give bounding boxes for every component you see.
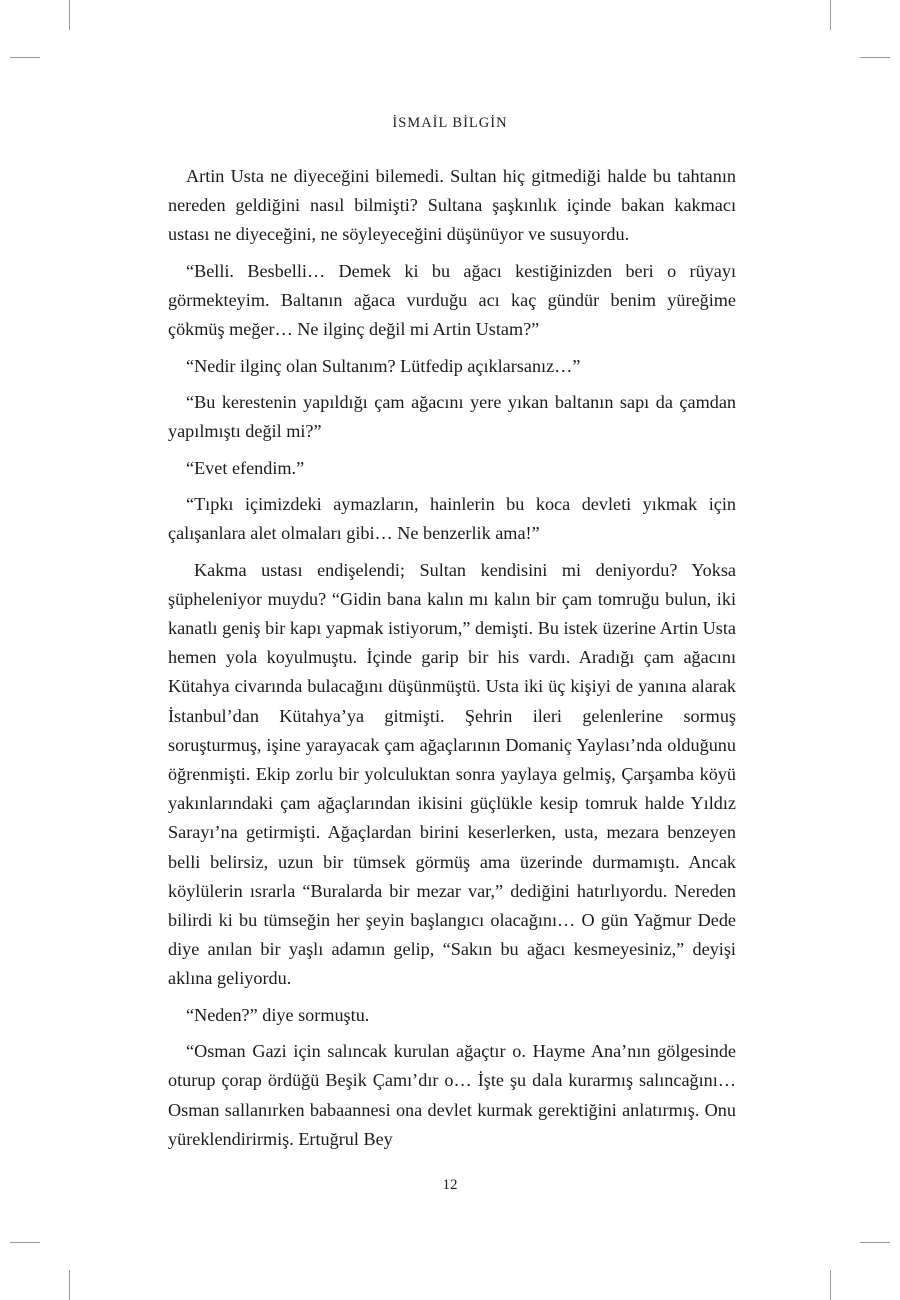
paragraph: “Osman Gazi için salıncak kurulan ağaçtır o. Hayme Ana’nın gölgesinde oturup çorap ördüğü Beşik Çamı’dır o… İşte şu dala kurarmış salıncağını… Osman sallanırken babaannesi ona devlet kurmak gerektiğini anlatırmış. Onu yüreklendirirmiş. Ertuğrul Bey [168, 1041, 736, 1149]
crop-mark-bottom-right [830, 1270, 831, 1300]
crop-mark-right-bottom [860, 1242, 890, 1243]
crop-mark-right-top [860, 57, 890, 58]
running-header: İSMAİL BİLGİN [392, 115, 508, 131]
paragraph: “Nedir ilginç olan Sultanım? Lütfedip açıklarsanız…” [186, 355, 581, 376]
paragraph: Artin Usta ne diyeceğini bilemedi. Sultan hiç gitmediği halde bu tahtanın nereden geldiğini nasıl bilmişti? Sultana şaşkınlık içinde bakan kakmacı ustası ne diyeceğini, ne söyleyeceğini düşünüyor ve susuyordu. [168, 166, 736, 245]
paragraph: “Bu kerestenin yapıldığı çam ağacını yere yıkan baltanın sapı da çamdan yapılmıştı değil mi?” [168, 391, 736, 442]
paragraph: “Tıpkı içimizdeki aymazların, hainlerin bu koca devleti yıkmak için çalışanlara alet olmaları gibi… Ne benzerlik ama!” [168, 493, 736, 544]
paragraph: “Evet efendim.” [186, 457, 305, 478]
paragraph: “Neden?” diye sormuştu. [186, 1004, 370, 1025]
crop-mark-left-bottom [10, 1242, 40, 1243]
crop-mark-top-right [830, 0, 831, 30]
crop-mark-top-left [69, 0, 70, 30]
body-text [168, 162, 736, 1161]
paragraph: “Belli. Besbelli… Demek ki bu ağacı kestiğinizden beri o rüyayı görmekteyim. Baltanın ağaca vurduğu acı kaç gündür benim yüreğime çökmüş meğer… Ne ilginç değil mi Artin Ustam?” [168, 260, 736, 340]
crop-mark-left-top [10, 57, 40, 58]
paragraph: Kakma ustası endişelendi; Sultan kendisini mi deniyordu? Yoksa şüpheleniyor muydu? “Gidin bana kalın mı kalın bir çam tomruğu bulun, iki kanatlı geniş bir kapı yapmak istiyorum,” demişti. Bu istek üzerine Artin Usta hemen yola koyulmuştu. İçinde garip bir his vardı. Aradığı çam ağacını Kütahya civarında bulacağını düşünmüştü. Usta iki üç kişiyi de yanına alarak İstanbul’dan Kütahya’ya gitmişti. Şehrin ileri gelenlerine sormuş soruşturmuş, işine yarayacak çam ağaçlarının Domaniç Yaylası’nda olduğunu öğrenmişti. Ekip zorlu bir yolculuktan sonra yaylaya gelmiş, Çarşamba köyü yakınlarındaki çam ağaçlarından ikisini güçlükle kesip tomruk halde Yıldız Sarayı’na getirmişti. Ağaçlardan birini keserlerken, usta, mezara benzeyen belli belirsiz, uzun bir tümsek görmüş ama üzerinde durmamıştı. Ancak köylülerin ısrarla “Buralarda bir mezar var,” dediğini hatırlıyordu. Nereden bilirdi ki bu tümseğin her şeyin başlangıcı olacağını… O gün Yağmur Dede diye anılan bir yaşlı adamın gelip, “Sakın bu ağacı kesmeyesiniz,” deyişi aklına geliyordu. [168, 559, 736, 989]
crop-mark-bottom-left [69, 1270, 70, 1300]
page-number: 12 [442, 1177, 458, 1193]
